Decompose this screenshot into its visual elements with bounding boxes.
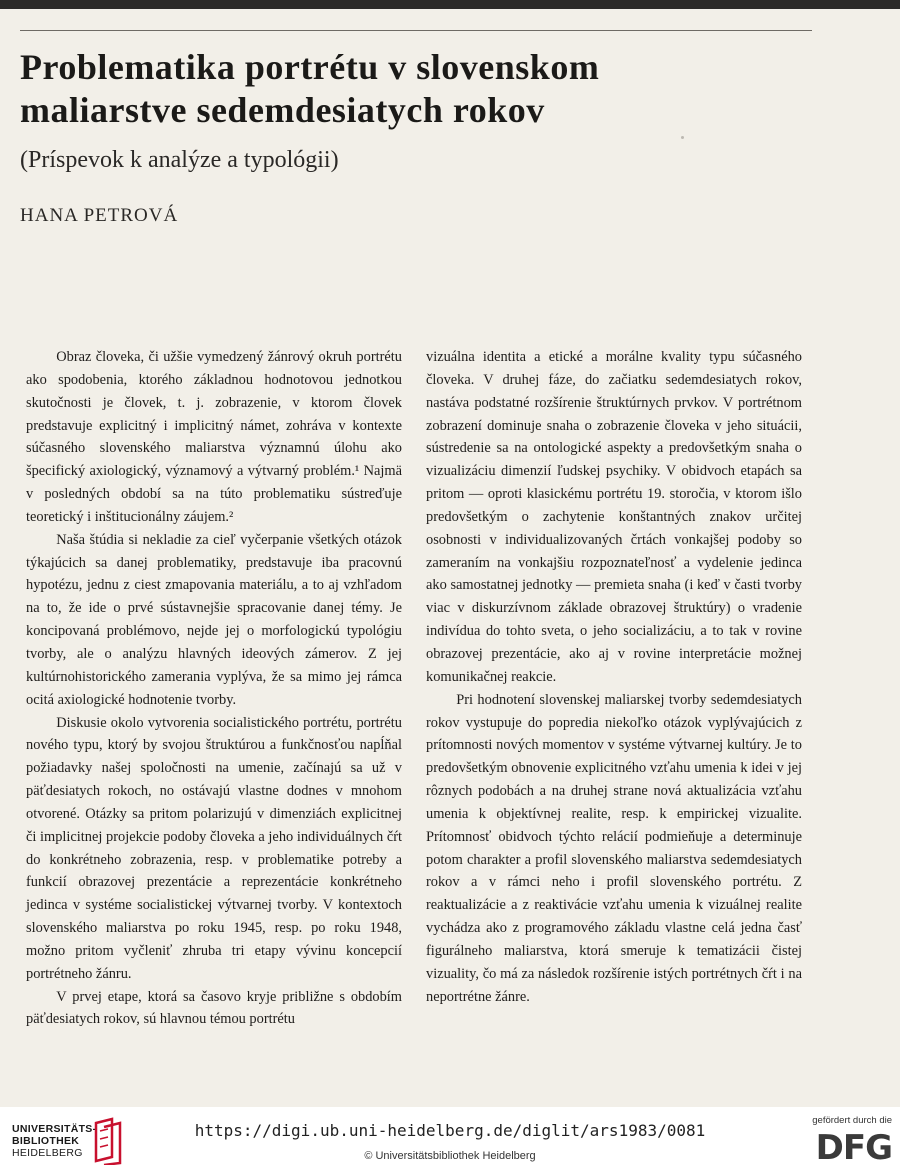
scan-speck [681, 136, 684, 139]
dfg-logo[interactable]: DFG [815, 1128, 892, 1168]
header-rule [20, 30, 812, 31]
paragraph: Naša štúdia si nekladie za cieľ vyčerpanie všetkých otázok týkajúcich sa danej problematiky, predstavuje iba pracovnú hypotézu, jednu z ciest zmapovania materiálu, a to aj vzhľadom na to, že ide o prvé sústavnejšie spracovanie danej témy. Je koncipovaná problémovo, nejde jej o morfologickú typológiu tvorby, ale o analýzu hlavných ideových zámerov. Z jej kultúrnohistorického zamerania vyplýva, že sa mimo jej rámca ocitá axiologické hodnotenie tvorby. [26, 531, 402, 708]
sponsor-label: gefördert durch die [812, 1115, 892, 1126]
article-title [20, 46, 820, 132]
copyright-notice: © Universitätsbibliothek Heidelberg [364, 1150, 536, 1162]
library-name-line-2: BIBLIOTHEK [12, 1135, 80, 1147]
paragraph-continued: vizuálna identita a etické a morálne kvality typu súčasného človeka. V druhej fáze, do začiatku sedemdesiatych rokov, nastáva podstatné rozšírenie štruktúrnych prvkov. V portrétnom zobrazení dominuje snaha o zobrazenie človeka v jeho situácii, sústredenie sa na ontologické aspekty a predovšetkým snaha o vizualizáciu dimenzií ľudskej psychiky. V obidvoch etapách sa pritom — oproti klasickému portrétu 19. storočia, v ktorom išlo predovšetkým o zachytenie konštantných znakov určitej osobnosti v individualizovaných črtách vonkajšej podoby so zameraním na vonkajšiu rozpoznateľnosť a vydelenie jedinca ako samostatnej jednotky — premieta snaha (i keď v časti tvorby viac v diskurzívnom základe obrazovej štruktúry) o vradenie indivídua do tohto sveta, o jeho socializáciu, a to tak v rovine obrazovej prezentácie, ako aj v rovine interpretácie možnej komunikačnej reakcie. [426, 349, 802, 685]
library-name-line-1: UNIVERSITÄTS- [12, 1123, 97, 1135]
title-line-2: maliarstve sedemdesiatych rokov [20, 90, 545, 130]
text-column-left [26, 346, 402, 1031]
paragraph: V prvej etape, ktorá sa časovo kryje približne s obdobím päťdesiatych rokov, sú hlavnou témou portrétu [26, 988, 402, 1028]
paragraph: Diskusie okolo vytvorenia socialistického portrétu, portrétu nového typu, ktorý by svojou štruktúrou a funkčnosťou napĺňal požiadavky našej spoločnosti na umenie, začínajú sa už v päťdesiatych rokoch, no ostávajú vlastne dodnes v mnohom otvorené. Otázky sa pritom polarizujú v dimenziách explicitnej či implicitnej projekcie podoby človeka a jeho individuálnych čŕt do konkrétneho zobrazenia, resp. v problematike potreby a funkcií obrazovej prezentácie a reprezentácie konkrétneho jedinca v systéme socialistickej výtvarnej tvorby. V kontextoch slovenského maliarstva po roku 1945, resp. po roku 1948, možno pritom vyčleniť zhruba tri etapy vývinu koncepcií portrétneho žánru. [26, 714, 402, 982]
permalink-url[interactable]: https://digi.ub.uni-heidelberg.de/diglit/ars1983/0081 [194, 1121, 706, 1140]
paragraph: Obraz človeka, či užšie vymedzený žánrový okruh portrétu ako spodobenia, ktorého základnou hodnotovou jednotkou skutočnosti je človek, t. j. zobrazenie, v ktorom človek predstavuje explicitný i implicitný námet, zohráva v kontexte súčasného slovenského maliarstva významnú úlohu ako špecifický axiologický, významový a výtvarný problém.¹ Najmä v posledných období sa na túto problematiku sústreďuje teoretický i inštitucionálny záujem.² [26, 349, 402, 525]
library-name-line-3: HEIDELBERG [12, 1147, 83, 1159]
text-column-right [426, 346, 802, 1008]
article-author: HANA PETROVÁ [20, 205, 179, 226]
title-line-1: Problematika portrétu v slovenskom [20, 47, 600, 87]
scan-top-edge [0, 0, 900, 9]
viewer-footer [0, 1107, 900, 1171]
paragraph: Pri hodnotení slovenskej maliarskej tvorby sedemdesiatych rokov vystupuje do popredia niekoľko otázok vyplývajúcich z prítomnosti nových momentov v systéme výtvarnej kultúry. Je to predovšetkým obnovenie explicitného vzťahu umenia k idei v jej rôznych podobách a na druhej strane nová aktualizácia vzťahu umenia k objektívnej realite, resp. k empirickej vizualite. Prítomnosť obidvoch týchto relácií podmieňuje a determinuje potom charakter a profil slovenského maliarstva sedemdesiatych rokov a v rámci neho i profil slovenského portrétu. Z reaktualizácie a z reaktivácie vzťahu umenia k vizuálnej realite vychádza ako z programového základu vlastne celá jedna časť figurálneho maliarstva, ktorá smeruje k tematizácii čistej vizuality, čo má za následok rozšírenie istých portrétnych čŕt i na neportrétne žánre. [426, 691, 802, 1005]
article-subtitle: (Príspevok k analýze a typológii) [20, 147, 339, 173]
